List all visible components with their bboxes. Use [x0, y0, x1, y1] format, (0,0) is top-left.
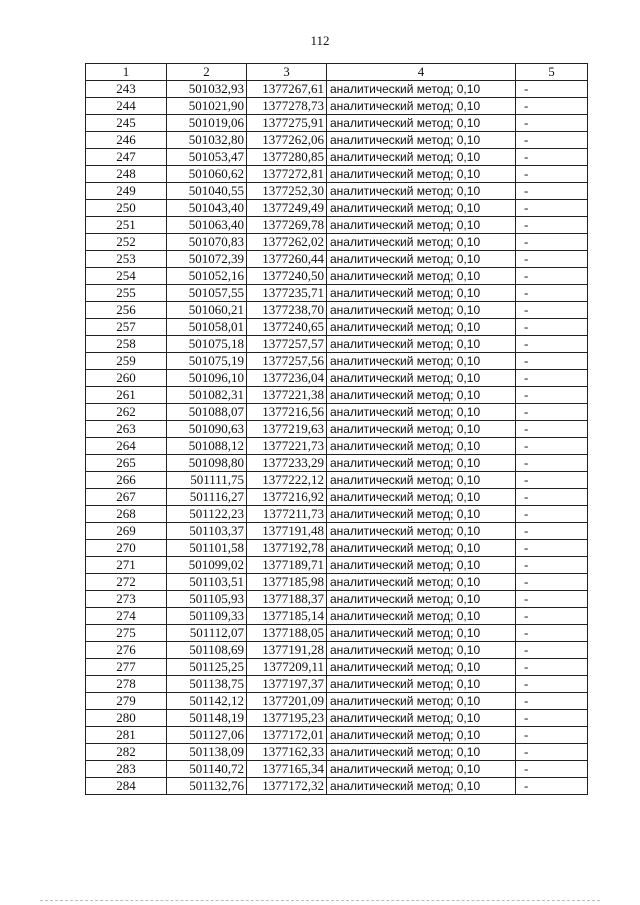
point-number-cell: 243	[86, 81, 167, 98]
y-coordinate-cell: 1377188,37	[247, 591, 327, 608]
table-row	[86, 710, 588, 727]
x-coordinate-cell: 501053,47	[167, 149, 247, 166]
description-cell: -	[516, 183, 588, 200]
table-row	[86, 285, 588, 302]
method-accuracy-cell: аналитический метод; 0,10	[327, 557, 516, 574]
method-accuracy-cell: аналитический метод; 0,10	[327, 659, 516, 676]
table-row	[86, 761, 588, 778]
table-row	[86, 642, 588, 659]
y-coordinate-cell: 1377233,29	[247, 455, 327, 472]
table-row	[86, 251, 588, 268]
method-accuracy-cell: аналитический метод; 0,10	[327, 591, 516, 608]
y-coordinate-cell: 1377280,85	[247, 149, 327, 166]
table-row	[86, 540, 588, 557]
x-coordinate-cell: 501138,75	[167, 676, 247, 693]
table-row	[86, 268, 588, 285]
table-row	[86, 353, 588, 370]
description-cell: -	[516, 404, 588, 421]
point-number-cell: 280	[86, 710, 167, 727]
table-row	[86, 81, 588, 98]
method-accuracy-cell: аналитический метод; 0,10	[327, 506, 516, 523]
point-number-cell: 274	[86, 608, 167, 625]
point-number-cell: 263	[86, 421, 167, 438]
table-row	[86, 727, 588, 744]
description-cell: -	[516, 370, 588, 387]
method-accuracy-cell: аналитический метод; 0,10	[327, 251, 516, 268]
x-coordinate-cell: 501052,16	[167, 268, 247, 285]
point-number-cell: 256	[86, 302, 167, 319]
table-row	[86, 557, 588, 574]
point-number-cell: 275	[86, 625, 167, 642]
description-cell: -	[516, 693, 588, 710]
description-cell: -	[516, 523, 588, 540]
point-number-cell: 252	[86, 234, 167, 251]
method-accuracy-cell: аналитический метод; 0,10	[327, 693, 516, 710]
description-cell: -	[516, 166, 588, 183]
method-accuracy-cell: аналитический метод; 0,10	[327, 183, 516, 200]
page-number: 112	[310, 33, 330, 48]
method-accuracy-cell: аналитический метод; 0,10	[327, 132, 516, 149]
table-row	[86, 217, 588, 234]
y-coordinate-cell: 1377235,71	[247, 285, 327, 302]
description-cell: -	[516, 353, 588, 370]
x-coordinate-cell: 501138,09	[167, 744, 247, 761]
x-coordinate-cell: 501063,40	[167, 217, 247, 234]
description-cell: -	[516, 217, 588, 234]
description-cell: -	[516, 285, 588, 302]
x-coordinate-cell: 501072,39	[167, 251, 247, 268]
y-coordinate-cell: 1377172,32	[247, 778, 327, 795]
y-coordinate-cell: 1377185,98	[247, 574, 327, 591]
point-number-cell: 278	[86, 676, 167, 693]
table-row	[86, 421, 588, 438]
point-number-cell: 261	[86, 387, 167, 404]
method-accuracy-cell: аналитический метод; 0,10	[327, 744, 516, 761]
method-accuracy-cell: аналитический метод; 0,10	[327, 81, 516, 98]
description-cell: -	[516, 676, 588, 693]
description-cell: -	[516, 319, 588, 336]
method-accuracy-cell: аналитический метод; 0,10	[327, 370, 516, 387]
method-accuracy-cell: аналитический метод; 0,10	[327, 302, 516, 319]
x-coordinate-cell: 501088,07	[167, 404, 247, 421]
method-accuracy-cell: аналитический метод; 0,10	[327, 472, 516, 489]
description-cell: -	[516, 506, 588, 523]
description-cell: -	[516, 574, 588, 591]
y-coordinate-cell: 1377216,56	[247, 404, 327, 421]
y-coordinate-cell: 1377216,92	[247, 489, 327, 506]
method-accuracy-cell: аналитический метод; 0,10	[327, 421, 516, 438]
x-coordinate-cell: 501060,21	[167, 302, 247, 319]
point-number-cell: 244	[86, 98, 167, 115]
description-cell: -	[516, 625, 588, 642]
table-row	[86, 744, 588, 761]
x-coordinate-cell: 501140,72	[167, 761, 247, 778]
y-coordinate-cell: 1377236,04	[247, 370, 327, 387]
x-coordinate-cell: 501057,55	[167, 285, 247, 302]
y-coordinate-cell: 1377260,44	[247, 251, 327, 268]
table-row	[86, 659, 588, 676]
description-cell: -	[516, 132, 588, 149]
point-number-cell: 270	[86, 540, 167, 557]
table-header	[86, 64, 588, 81]
x-coordinate-cell: 501142,12	[167, 693, 247, 710]
x-coordinate-cell: 501058,01	[167, 319, 247, 336]
table-row	[86, 319, 588, 336]
method-accuracy-cell: аналитический метод; 0,10	[327, 149, 516, 166]
description-cell: -	[516, 302, 588, 319]
table-row	[86, 472, 588, 489]
method-accuracy-cell: аналитический метод; 0,10	[327, 574, 516, 591]
x-coordinate-cell: 501148,19	[167, 710, 247, 727]
point-number-cell: 265	[86, 455, 167, 472]
description-cell: -	[516, 659, 588, 676]
point-number-cell: 281	[86, 727, 167, 744]
x-coordinate-cell: 501070,83	[167, 234, 247, 251]
description-cell: -	[516, 489, 588, 506]
y-coordinate-cell: 1377189,71	[247, 557, 327, 574]
description-cell: -	[516, 251, 588, 268]
y-coordinate-cell: 1377278,73	[247, 98, 327, 115]
method-accuracy-cell: аналитический метод; 0,10	[327, 319, 516, 336]
table-row	[86, 693, 588, 710]
description-cell: -	[516, 540, 588, 557]
x-coordinate-cell: 501019,06	[167, 115, 247, 132]
y-coordinate-cell: 1377209,11	[247, 659, 327, 676]
method-accuracy-cell: аналитический метод; 0,10	[327, 778, 516, 795]
table-row	[86, 234, 588, 251]
y-coordinate-cell: 1377219,63	[247, 421, 327, 438]
description-cell: -	[516, 710, 588, 727]
table-row	[86, 455, 588, 472]
method-accuracy-cell: аналитический метод; 0,10	[327, 98, 516, 115]
point-number-cell: 253	[86, 251, 167, 268]
table-row	[86, 183, 588, 200]
method-accuracy-cell: аналитический метод; 0,10	[327, 727, 516, 744]
point-number-cell: 259	[86, 353, 167, 370]
table-row	[86, 489, 588, 506]
method-accuracy-cell: аналитический метод; 0,10	[327, 115, 516, 132]
method-accuracy-cell: аналитический метод; 0,10	[327, 166, 516, 183]
description-cell: -	[516, 455, 588, 472]
coordinates-table	[85, 63, 588, 795]
method-accuracy-cell: аналитический метод; 0,10	[327, 234, 516, 251]
description-cell: -	[516, 234, 588, 251]
point-number-cell: 277	[86, 659, 167, 676]
method-accuracy-cell: аналитический метод; 0,10	[327, 353, 516, 370]
x-coordinate-cell: 501060,62	[167, 166, 247, 183]
table-row	[86, 608, 588, 625]
column-header-point: 1	[86, 64, 167, 81]
y-coordinate-cell: 1377252,30	[247, 183, 327, 200]
method-accuracy-cell: аналитический метод; 0,10	[327, 676, 516, 693]
y-coordinate-cell: 1377221,38	[247, 387, 327, 404]
point-number-cell: 268	[86, 506, 167, 523]
description-cell: -	[516, 591, 588, 608]
method-accuracy-cell: аналитический метод; 0,10	[327, 523, 516, 540]
x-coordinate-cell: 501032,93	[167, 81, 247, 98]
x-coordinate-cell: 501075,19	[167, 353, 247, 370]
table-row	[86, 778, 588, 795]
table-row	[86, 132, 588, 149]
point-number-cell: 271	[86, 557, 167, 574]
y-coordinate-cell: 1377221,73	[247, 438, 327, 455]
y-coordinate-cell: 1377192,78	[247, 540, 327, 557]
method-accuracy-cell: аналитический метод; 0,10	[327, 387, 516, 404]
table-row	[86, 506, 588, 523]
table-row	[86, 115, 588, 132]
method-accuracy-cell: аналитический метод; 0,10	[327, 455, 516, 472]
description-cell: -	[516, 472, 588, 489]
point-number-cell: 248	[86, 166, 167, 183]
x-coordinate-cell: 501103,37	[167, 523, 247, 540]
point-number-cell: 279	[86, 693, 167, 710]
point-number-cell: 266	[86, 472, 167, 489]
point-number-cell: 262	[86, 404, 167, 421]
y-coordinate-cell: 1377257,57	[247, 336, 327, 353]
table-row	[86, 336, 588, 353]
point-number-cell: 254	[86, 268, 167, 285]
description-cell: -	[516, 336, 588, 353]
x-coordinate-cell: 501108,69	[167, 642, 247, 659]
point-number-cell: 283	[86, 761, 167, 778]
y-coordinate-cell: 1377262,06	[247, 132, 327, 149]
x-coordinate-cell: 501040,55	[167, 183, 247, 200]
point-number-cell: 273	[86, 591, 167, 608]
y-coordinate-cell: 1377201,09	[247, 693, 327, 710]
point-number-cell: 249	[86, 183, 167, 200]
description-cell: -	[516, 727, 588, 744]
table-row	[86, 200, 588, 217]
point-number-cell: 260	[86, 370, 167, 387]
table-row	[86, 438, 588, 455]
x-coordinate-cell: 501075,18	[167, 336, 247, 353]
x-coordinate-cell: 501111,75	[167, 472, 247, 489]
y-coordinate-cell: 1377240,50	[247, 268, 327, 285]
x-coordinate-cell: 501090,63	[167, 421, 247, 438]
y-coordinate-cell: 1377172,01	[247, 727, 327, 744]
point-number-cell: 276	[86, 642, 167, 659]
method-accuracy-cell: аналитический метод; 0,10	[327, 438, 516, 455]
y-coordinate-cell: 1377191,28	[247, 642, 327, 659]
point-number-cell: 284	[86, 778, 167, 795]
table-body	[86, 81, 588, 795]
table-row	[86, 387, 588, 404]
point-number-cell: 272	[86, 574, 167, 591]
x-coordinate-cell: 501101,58	[167, 540, 247, 557]
point-number-cell: 255	[86, 285, 167, 302]
point-number-cell: 267	[86, 489, 167, 506]
table-row	[86, 591, 588, 608]
x-coordinate-cell: 501109,33	[167, 608, 247, 625]
table-row	[86, 523, 588, 540]
y-coordinate-cell: 1377269,78	[247, 217, 327, 234]
y-coordinate-cell: 1377240,65	[247, 319, 327, 336]
description-cell: -	[516, 115, 588, 132]
table-row	[86, 166, 588, 183]
x-coordinate-cell: 501032,80	[167, 132, 247, 149]
table-row	[86, 676, 588, 693]
x-coordinate-cell: 501096,10	[167, 370, 247, 387]
method-accuracy-cell: аналитический метод; 0,10	[327, 761, 516, 778]
table-row	[86, 302, 588, 319]
point-number-cell: 250	[86, 200, 167, 217]
y-coordinate-cell: 1377188,05	[247, 625, 327, 642]
y-coordinate-cell: 1377272,81	[247, 166, 327, 183]
x-coordinate-cell: 501116,27	[167, 489, 247, 506]
x-coordinate-cell: 501103,51	[167, 574, 247, 591]
x-coordinate-cell: 501122,23	[167, 506, 247, 523]
y-coordinate-cell: 1377257,56	[247, 353, 327, 370]
column-header-x: 2	[167, 64, 247, 81]
x-coordinate-cell: 501127,06	[167, 727, 247, 744]
description-cell: -	[516, 81, 588, 98]
x-coordinate-cell: 501098,80	[167, 455, 247, 472]
point-number-cell: 282	[86, 744, 167, 761]
column-header-method: 4	[327, 64, 516, 81]
description-cell: -	[516, 744, 588, 761]
y-coordinate-cell: 1377162,33	[247, 744, 327, 761]
description-cell: -	[516, 778, 588, 795]
description-cell: -	[516, 200, 588, 217]
point-number-cell: 269	[86, 523, 167, 540]
table-row	[86, 98, 588, 115]
x-coordinate-cell: 501021,90	[167, 98, 247, 115]
method-accuracy-cell: аналитический метод; 0,10	[327, 200, 516, 217]
method-accuracy-cell: аналитический метод; 0,10	[327, 710, 516, 727]
table-row	[86, 625, 588, 642]
description-cell: -	[516, 421, 588, 438]
x-coordinate-cell: 501125,25	[167, 659, 247, 676]
y-coordinate-cell: 1377165,34	[247, 761, 327, 778]
y-coordinate-cell: 1377185,14	[247, 608, 327, 625]
y-coordinate-cell: 1377262,02	[247, 234, 327, 251]
point-number-cell: 251	[86, 217, 167, 234]
table-row	[86, 404, 588, 421]
description-cell: -	[516, 642, 588, 659]
page-edge-marks	[40, 900, 600, 903]
x-coordinate-cell: 501105,93	[167, 591, 247, 608]
method-accuracy-cell: аналитический метод; 0,10	[327, 404, 516, 421]
method-accuracy-cell: аналитический метод; 0,10	[327, 336, 516, 353]
point-number-cell: 245	[86, 115, 167, 132]
y-coordinate-cell: 1377238,70	[247, 302, 327, 319]
description-cell: -	[516, 149, 588, 166]
point-number-cell: 257	[86, 319, 167, 336]
y-coordinate-cell: 1377211,73	[247, 506, 327, 523]
y-coordinate-cell: 1377249,49	[247, 200, 327, 217]
description-cell: -	[516, 387, 588, 404]
column-header-description: 5	[516, 64, 588, 81]
x-coordinate-cell: 501099,02	[167, 557, 247, 574]
method-accuracy-cell: аналитический метод; 0,10	[327, 268, 516, 285]
method-accuracy-cell: аналитический метод; 0,10	[327, 285, 516, 302]
x-coordinate-cell: 501088,12	[167, 438, 247, 455]
column-header-y: 3	[247, 64, 327, 81]
point-number-cell: 258	[86, 336, 167, 353]
table-row	[86, 370, 588, 387]
method-accuracy-cell: аналитический метод; 0,10	[327, 540, 516, 557]
description-cell: -	[516, 557, 588, 574]
method-accuracy-cell: аналитический метод; 0,10	[327, 642, 516, 659]
description-cell: -	[516, 98, 588, 115]
y-coordinate-cell: 1377191,48	[247, 523, 327, 540]
table-row	[86, 574, 588, 591]
y-coordinate-cell: 1377197,37	[247, 676, 327, 693]
method-accuracy-cell: аналитический метод; 0,10	[327, 608, 516, 625]
y-coordinate-cell: 1377195,23	[247, 710, 327, 727]
x-coordinate-cell: 501082,31	[167, 387, 247, 404]
method-accuracy-cell: аналитический метод; 0,10	[327, 217, 516, 234]
y-coordinate-cell: 1377222,12	[247, 472, 327, 489]
description-cell: -	[516, 761, 588, 778]
x-coordinate-cell: 501112,07	[167, 625, 247, 642]
point-number-cell: 247	[86, 149, 167, 166]
x-coordinate-cell: 501043,40	[167, 200, 247, 217]
y-coordinate-cell: 1377275,91	[247, 115, 327, 132]
x-coordinate-cell: 501132,76	[167, 778, 247, 795]
point-number-cell: 246	[86, 132, 167, 149]
method-accuracy-cell: аналитический метод; 0,10	[327, 625, 516, 642]
y-coordinate-cell: 1377267,61	[247, 81, 327, 98]
table-row	[86, 149, 588, 166]
header-row	[86, 64, 588, 81]
description-cell: -	[516, 268, 588, 285]
point-number-cell: 264	[86, 438, 167, 455]
description-cell: -	[516, 608, 588, 625]
description-cell: -	[516, 438, 588, 455]
method-accuracy-cell: аналитический метод; 0,10	[327, 489, 516, 506]
